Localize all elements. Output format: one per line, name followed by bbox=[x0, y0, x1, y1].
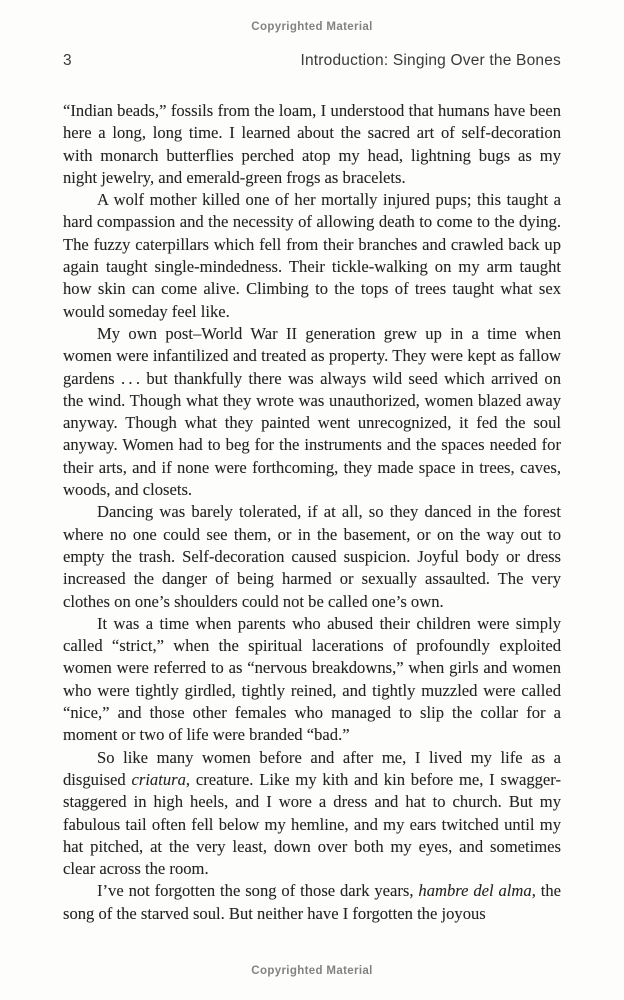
paragraph bbox=[63, 501, 561, 612]
text-run: , creature. Like my kith and kin before me, I swagger-staggered in high heels, and I wore a dress and hat to church. But my fabulous tail often fell below my hemline, and my ears twitched until my hat pitched, at the very least, down over both my eyes, and sometimes clear across the room. bbox=[63, 769, 561, 879]
copyright-notice-top: Copyrighted Material bbox=[251, 21, 373, 33]
italic-phrase: criatura bbox=[131, 769, 186, 789]
copyright-notice-bottom: Copyrighted Material bbox=[251, 965, 373, 977]
text-run: It was a time when parents who abused their children were simply called “strict,” when the spiritual lacerations of profoundly exploited women were referred to as “nervous breakdowns,” when girls and women who were tightly girdled, tightly reined, and tightly muzzled were called “nice,” and those other females who managed to slip the collar for a moment or two of life were branded “bad.” bbox=[63, 613, 561, 745]
text-run: My own post–World War II generation grew up in a time when women were infantilized and treated as property. They were kept as fallow gardens . . . but thankfully there was always wild seed which arrived on the wind. Though what they wrote was unauthorized, women blazed away anyway. Though what they painted went unrecognized, it fed the soul anyway. Women had to beg for the instruments and the spaces needed for their arts, and if none were forthcoming, they made space in trees, caves, woods, and closets. bbox=[63, 323, 561, 500]
running-header bbox=[63, 52, 561, 70]
text-run: A wolf mother killed one of her mortally injured pups; this taught a hard compassion and the necessity of allowing death to come to the dying. The fuzzy caterpillars which fell from their branches and crawled back up again taught single-mindedness. Their tickle-walking on my arm taught how skin can come alive. Climbing to the tops of trees taught what sex would someday feel like. bbox=[63, 190, 561, 321]
text-run: “Indian beads,” fossils from the loam, I understood that humans have been here a long, long time. I learned about the sacred art of self-decoration with monarch butterflies perched atop my head, lightning bugs as my night jewelry, and emerald-green frogs as bracelets. bbox=[63, 101, 561, 187]
paragraph bbox=[63, 100, 561, 189]
text-run: So like many women before and after me, I lived my life as a disguised bbox=[63, 747, 561, 789]
paragraph bbox=[63, 880, 561, 925]
body-text bbox=[63, 100, 561, 925]
paragraph bbox=[63, 747, 561, 881]
text-run: , the song of the starved soul. But neither have I forgotten the joyous bbox=[63, 881, 561, 923]
paragraph bbox=[63, 323, 561, 501]
chapter-title: Introduction: Singing Over the Bones bbox=[300, 52, 561, 69]
text-run: Dancing was barely tolerated, if at all, so they danced in the forest where no one could see them, or in the basement, or on the way out to empty the trash. Self-decoration caused suspicion. Joyful body or dress increased the danger of being harmed or sexually assaulted. The very clothes on one’s shoulders could not be called one’s own. bbox=[63, 502, 561, 611]
text-run: I’ve not forgotten the song of those dark years, bbox=[97, 881, 419, 901]
paragraph bbox=[63, 189, 561, 323]
italic-phrase: hambre del alma bbox=[418, 881, 532, 901]
page-number: 3 bbox=[63, 52, 72, 69]
paragraph bbox=[63, 613, 561, 747]
